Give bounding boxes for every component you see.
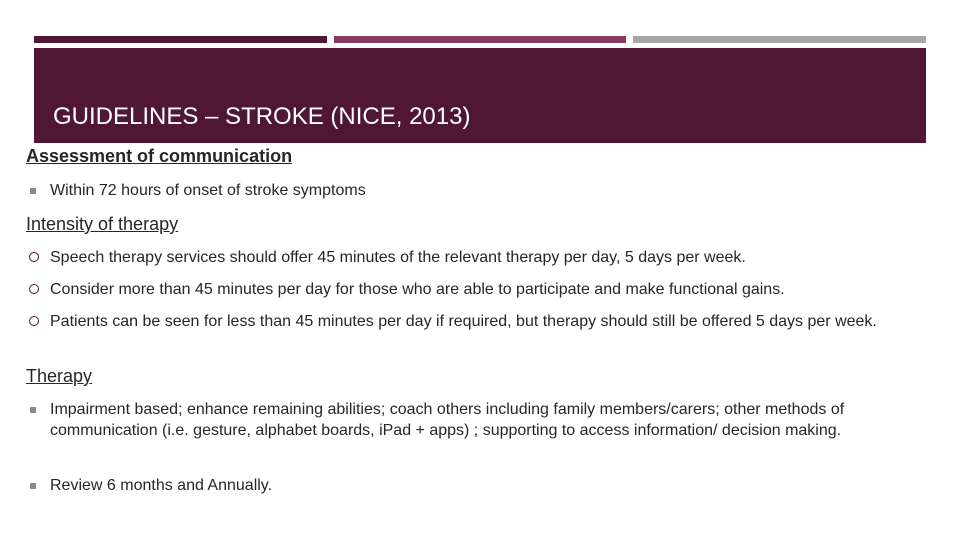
section-heading-intensity: Intensity of therapy	[26, 214, 179, 234]
list-item	[26, 247, 916, 268]
title-band	[34, 48, 926, 143]
list-item-text: Review 6 months and Annually.	[50, 477, 273, 494]
list-item-text: Patients can be seen for less than 45 minutes per day if required, but therapy should still be offered 5 days per week.	[50, 313, 877, 330]
accent-bar-dark	[34, 36, 327, 43]
list-item-text: Within 72 hours of onset of stroke symptoms	[50, 182, 366, 199]
list-item	[26, 279, 916, 300]
section-heading-assessment: Assessment of communication	[26, 146, 293, 166]
slide-title: GUIDELINES – STROKE (NICE, 2013)	[53, 103, 471, 130]
list-item	[26, 180, 916, 201]
list-item-text: Speech therapy services should offer 45 minutes of the relevant therapy per day, 5 days per week.	[50, 249, 746, 266]
list-item	[26, 399, 916, 441]
accent-bar-mid	[334, 36, 626, 43]
accent-bar-gray	[633, 36, 926, 43]
section-heading-therapy: Therapy	[26, 366, 93, 386]
list-item-text: Consider more than 45 minutes per day for those who are able to participate and make functional gains.	[50, 281, 785, 298]
list-item	[26, 475, 916, 496]
list-item	[26, 311, 916, 332]
list-item-text: Impairment based; enhance remaining abilities; coach others including family members/carers; other methods of communication (i.e. gesture, alphabet boards, iPad + apps) ; supporting to access information/ decision making.	[50, 401, 845, 439]
